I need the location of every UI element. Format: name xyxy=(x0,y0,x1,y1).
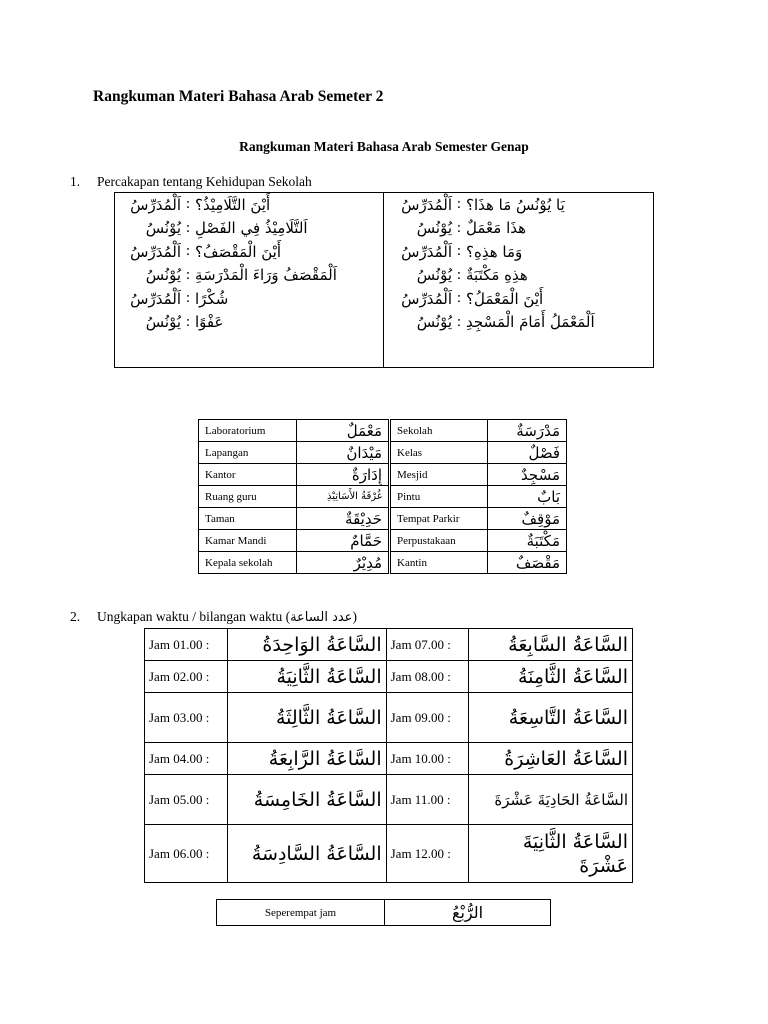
time-label: Jam 04.00 : xyxy=(145,743,228,775)
time-label: Jam 06.00 : xyxy=(145,825,228,883)
vocab-row xyxy=(199,552,567,574)
vocab-arabic: مَوْقِفٌ xyxy=(488,508,567,530)
time-label: Jam 10.00 : xyxy=(386,743,469,775)
vocab-arabic: حَدِيْقَةٌ xyxy=(297,508,389,530)
quarter-row xyxy=(217,900,551,926)
utterance-text: أَيْنَ التَّلَامِيْذُ؟ xyxy=(195,195,271,214)
time-arabic: السَّاعَةُ العَاشِرَةُ xyxy=(469,743,633,775)
speaker-name: يُوْنُسُ xyxy=(145,219,181,238)
speaker-name: يُوْنُسُ xyxy=(416,266,452,285)
time-label: Jam 12.00 : xyxy=(386,825,469,883)
speaker-name: اَلْمُدَرِّسُ xyxy=(401,242,452,261)
vocab-arabic: مَكْتَبَةٌ xyxy=(488,530,567,552)
vocab-indonesian: Mesjid xyxy=(391,464,488,486)
section-1-heading: Percakapan tentang Kehidupan Sekolah xyxy=(97,174,312,189)
vocab-arabic: غُرْفَةُ الأَسَاتِيْذِ xyxy=(297,486,389,508)
speaker-name: اَلْمُدَرِّسُ xyxy=(130,195,181,214)
dialogue-colon: : xyxy=(185,243,191,260)
utterance-text: وَمَا هذِهِ؟ xyxy=(466,242,523,261)
dialogue-line xyxy=(390,217,652,241)
vocab-indonesian: Kantor xyxy=(199,464,297,486)
utterance-text: أَيْنَ الْمَقْصَفُ؟ xyxy=(195,242,282,261)
vocab-arabic: مُدِيْرٌ xyxy=(297,552,389,574)
time-row xyxy=(145,661,633,693)
speaker-name: اَلْمُدَرِّسُ xyxy=(401,195,452,214)
time-row xyxy=(145,775,633,825)
vocab-arabic: مَسْجِدٌ xyxy=(488,464,567,486)
section-2-heading-text: Ungkapan waktu / bilangan waktu ( xyxy=(97,609,291,624)
vocab-arabic: بَابٌ xyxy=(488,486,567,508)
utterance-text: يَا يُوْنُسُ مَا هذَا؟ xyxy=(466,195,565,214)
vocab-indonesian: Taman xyxy=(199,508,297,530)
dialogue-line xyxy=(119,287,379,311)
speaker-name: يُوْنُسُ xyxy=(416,219,452,238)
section-2-heading-close: ) xyxy=(352,609,357,624)
dialogue-line xyxy=(390,264,652,288)
time-label: Jam 07.00 : xyxy=(386,629,469,661)
speaker-name: اَلْمُدَرِّسُ xyxy=(130,242,181,261)
vocab-row xyxy=(199,464,567,486)
speaker-name: اَلْمُدَرِّسُ xyxy=(401,289,452,308)
quarter-table xyxy=(216,899,551,926)
time-arabic: السَّاعَةُ الوَاحِدَةُ xyxy=(227,629,386,661)
dialogue-colon: : xyxy=(185,266,191,283)
dialogue-line xyxy=(119,240,379,264)
dialogue-colon: : xyxy=(185,196,191,213)
vocab-row xyxy=(199,420,567,442)
speaker-name: يُوْنُسُ xyxy=(145,313,181,332)
time-label: Jam 08.00 : xyxy=(386,661,469,693)
time-arabic: السَّاعَةُ الخَامِسَةُ xyxy=(227,775,386,825)
dialogue-line xyxy=(390,193,652,217)
column-divider xyxy=(383,193,384,367)
vocab-row xyxy=(199,530,567,552)
time-row xyxy=(145,629,633,661)
time-arabic: السَّاعَةُ السَّابِعَةُ xyxy=(469,629,633,661)
section-2-heading xyxy=(97,609,357,625)
time-arabic: السَّاعَةُ السَّادِسَةُ xyxy=(227,825,386,883)
time-arabic: السَّاعَةُ الثَّانِيَةَ عَشْرَةَ xyxy=(469,825,633,883)
dialogue-colon: : xyxy=(456,196,462,213)
vocab-arabic: مَيْدَانٌ xyxy=(297,442,389,464)
time-arabic: السَّاعَةُ الحَادِيَةَ عَشْرَةَ xyxy=(469,775,633,825)
vocab-indonesian: Tempat Parkir xyxy=(391,508,488,530)
utterance-text: هذَا مَعْمَلٌ xyxy=(466,219,527,238)
dialogue-line xyxy=(390,240,652,264)
time-label: Jam 05.00 : xyxy=(145,775,228,825)
vocab-indonesian: Lapangan xyxy=(199,442,297,464)
dialogue-colon: : xyxy=(456,313,462,330)
vocab-row xyxy=(199,508,567,530)
time-label: Jam 01.00 : xyxy=(145,629,228,661)
utterance-text: اَلتَّلَامِيْذُ فِي الفَصْلِ xyxy=(195,219,308,238)
dialogue-line xyxy=(119,217,379,241)
time-row xyxy=(145,693,633,743)
dialogue-colon: : xyxy=(456,243,462,260)
conversation-right-column xyxy=(390,193,652,334)
vocab-row xyxy=(199,442,567,464)
time-row xyxy=(145,743,633,775)
vocab-indonesian: Kamar Mandi xyxy=(199,530,297,552)
vocab-indonesian: Ruang guru xyxy=(199,486,297,508)
vocab-row xyxy=(199,486,567,508)
time-arabic: السَّاعَةُ الرَّابِعَةُ xyxy=(227,743,386,775)
dialogue-colon: : xyxy=(185,290,191,307)
vocab-indonesian: Kantin xyxy=(391,552,488,574)
dialogue-colon: : xyxy=(456,219,462,236)
dialogue-colon: : xyxy=(456,266,462,283)
utterance-text: شُكْرًا xyxy=(195,289,229,308)
speaker-name: يُوْنُسُ xyxy=(145,266,181,285)
dialogue-line xyxy=(390,311,652,335)
vocab-indonesian: Kepala sekolah xyxy=(199,552,297,574)
document-subtitle: Rangkuman Materi Bahasa Arab Semester Genap xyxy=(239,139,529,154)
vocabulary-table xyxy=(198,419,567,574)
time-label: Jam 02.00 : xyxy=(145,661,228,693)
utterance-text: عَفْوًا xyxy=(195,313,224,332)
quarter-label: Seperempat jam xyxy=(217,900,385,926)
time-arabic: السَّاعَةُ الثَّالِثَةُ xyxy=(227,693,386,743)
document-title: Rangkuman Materi Bahasa Arab Semeter 2 xyxy=(93,88,384,105)
time-arabic: السَّاعَةُ الثَّامِنَةُ xyxy=(469,661,633,693)
vocab-arabic: إِدَارَةٌ xyxy=(297,464,389,486)
dialogue-line xyxy=(390,287,652,311)
vocab-indonesian: Sekolah xyxy=(391,420,488,442)
dialogue-colon: : xyxy=(185,313,191,330)
time-arabic: السَّاعَةُ التَّاسِعَةُ xyxy=(469,693,633,743)
section-2-number: 2. xyxy=(70,609,81,624)
time-label: Jam 09.00 : xyxy=(386,693,469,743)
time-row xyxy=(145,825,633,883)
conversation-box xyxy=(114,192,654,368)
quarter-arabic: الرُّبْعُ xyxy=(385,900,551,926)
dialogue-colon: : xyxy=(456,290,462,307)
speaker-name: يُوْنُسُ xyxy=(416,313,452,332)
vocab-arabic: حَمَّامٌ xyxy=(297,530,389,552)
vocab-arabic: مَدْرَسَةٌ xyxy=(488,420,567,442)
utterance-text: اَلْمَقْصَفُ وَرَاءَ الْمَدْرَسَةِ xyxy=(195,266,337,285)
time-arabic: السَّاعَةُ الثَّانِيَةُ xyxy=(227,661,386,693)
vocab-arabic: فَصْلٌ xyxy=(488,442,567,464)
utterance-text: أَيْنَ الْمَعْمَلُ؟ xyxy=(466,289,544,308)
dialogue-colon: : xyxy=(185,219,191,236)
vocab-arabic: مَقْصَفٌ xyxy=(488,552,567,574)
vocab-arabic: مَعْمَلٌ xyxy=(297,420,389,442)
utterance-text: اَلْمَعْمَلُ أَمَامَ الْمَسْجِدِ xyxy=(466,313,595,332)
speaker-name: اَلْمُدَرِّسُ xyxy=(130,289,181,308)
time-label: Jam 03.00 : xyxy=(145,693,228,743)
time-label: Jam 11.00 : xyxy=(386,775,469,825)
vocab-indonesian: Kelas xyxy=(391,442,488,464)
dialogue-line xyxy=(119,193,379,217)
dialogue-line xyxy=(119,264,379,288)
section-2-heading-arabic: عدد الساعة xyxy=(290,610,353,625)
vocab-indonesian: Laboratorium xyxy=(199,420,297,442)
dialogue-line xyxy=(119,311,379,335)
time-table xyxy=(144,628,633,883)
vocab-indonesian: Perpustakaan xyxy=(391,530,488,552)
conversation-left-column xyxy=(119,193,379,334)
section-1-number: 1. xyxy=(70,174,81,189)
utterance-text: هذِهِ مَكْتَبَةٌ xyxy=(466,266,528,285)
vocab-indonesian: Pintu xyxy=(391,486,488,508)
